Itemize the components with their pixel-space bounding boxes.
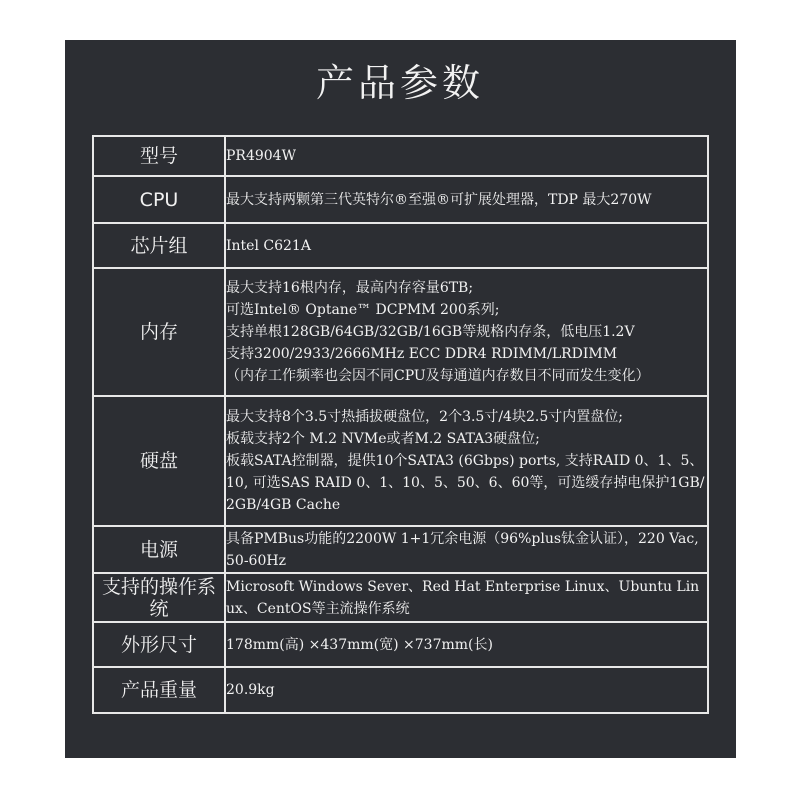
table-row: [93, 396, 708, 526]
value-line: （内存工作频率也会因不同CPU及每通道内存数目不同而发生变化）: [226, 368, 650, 384]
value-line: 板载SATA控制器，提供10个SATA3 (6Gbps) ports, 支持RAID 0、1、5、10, 可选SAS RAID 0、1、10、5、50、6、60等，可选缓存掉电保护1GB/2GB/4GB Cache: [226, 453, 705, 513]
row-value: [225, 176, 708, 223]
value-line: 可选Intel® Optane™ DCPMM 200系列;: [226, 302, 500, 318]
value-line: 最大支持16根内存，最高内存容量6TB;: [226, 280, 474, 296]
table-row: [93, 136, 708, 176]
row-label: 内存: [93, 268, 225, 396]
row-label: 支持的操作系统: [93, 573, 225, 622]
value-line: 最大支持两颗第三代英特尔®至强®可扩展处理器，TDP 最大270W: [226, 191, 652, 208]
row-label: 电源: [93, 526, 225, 573]
table-row: [93, 268, 708, 396]
table-row: [93, 573, 708, 622]
page-title: 产品参数: [315, 61, 484, 105]
row-label: CPU: [93, 176, 225, 223]
value-line: 178mm(高) ×437mm(宽) ×737mm(长): [226, 636, 493, 653]
row-value: [225, 268, 708, 396]
row-label: 外形尺寸: [93, 622, 225, 667]
value-line: Microsoft Windows Sever、Red Hat Enterprise Linux、Ubuntu Linux、CentOS等主流操作系统: [226, 578, 700, 617]
value-line: PR4904W: [226, 148, 296, 164]
spec-table: [92, 135, 709, 714]
table-row: [93, 223, 708, 268]
row-label: 产品重量: [93, 667, 225, 713]
value-line: 支持单根128GB/64GB/32GB/16GB等规格内存条，低电压1.2V: [226, 324, 635, 340]
table-row: [93, 622, 708, 667]
row-value: [225, 136, 708, 176]
row-value: [225, 622, 708, 667]
table-row: [93, 526, 708, 573]
value-line: 20.9kg: [226, 682, 275, 698]
row-label: 型号: [93, 136, 225, 176]
value-line: 板载支持2个 M.2 NVMe或者M.2 SATA3硬盘位;: [226, 431, 540, 447]
value-line: 最大支持8个3.5寸热插拔硬盘位，2个3.5寸/4块2.5寸内置盘位;: [226, 409, 623, 425]
value-line: 具备PMBus功能的2200W 1+1冗余电源（96%plus钛金认证），220 Vac, 50-60Hz: [226, 530, 699, 569]
row-value: [225, 667, 708, 713]
row-label: 硬盘: [93, 396, 225, 526]
value-line: Intel C621A: [226, 237, 311, 254]
row-value: [225, 573, 708, 622]
table-row: [93, 176, 708, 223]
value-line: 支持3200/2933/2666MHz ECC DDR4 RDIMM/LRDIMM: [226, 346, 618, 362]
row-value: [225, 396, 708, 526]
row-label: 芯片组: [93, 223, 225, 268]
row-value: [225, 526, 708, 573]
row-value: [225, 223, 708, 268]
table-row: [93, 667, 708, 713]
